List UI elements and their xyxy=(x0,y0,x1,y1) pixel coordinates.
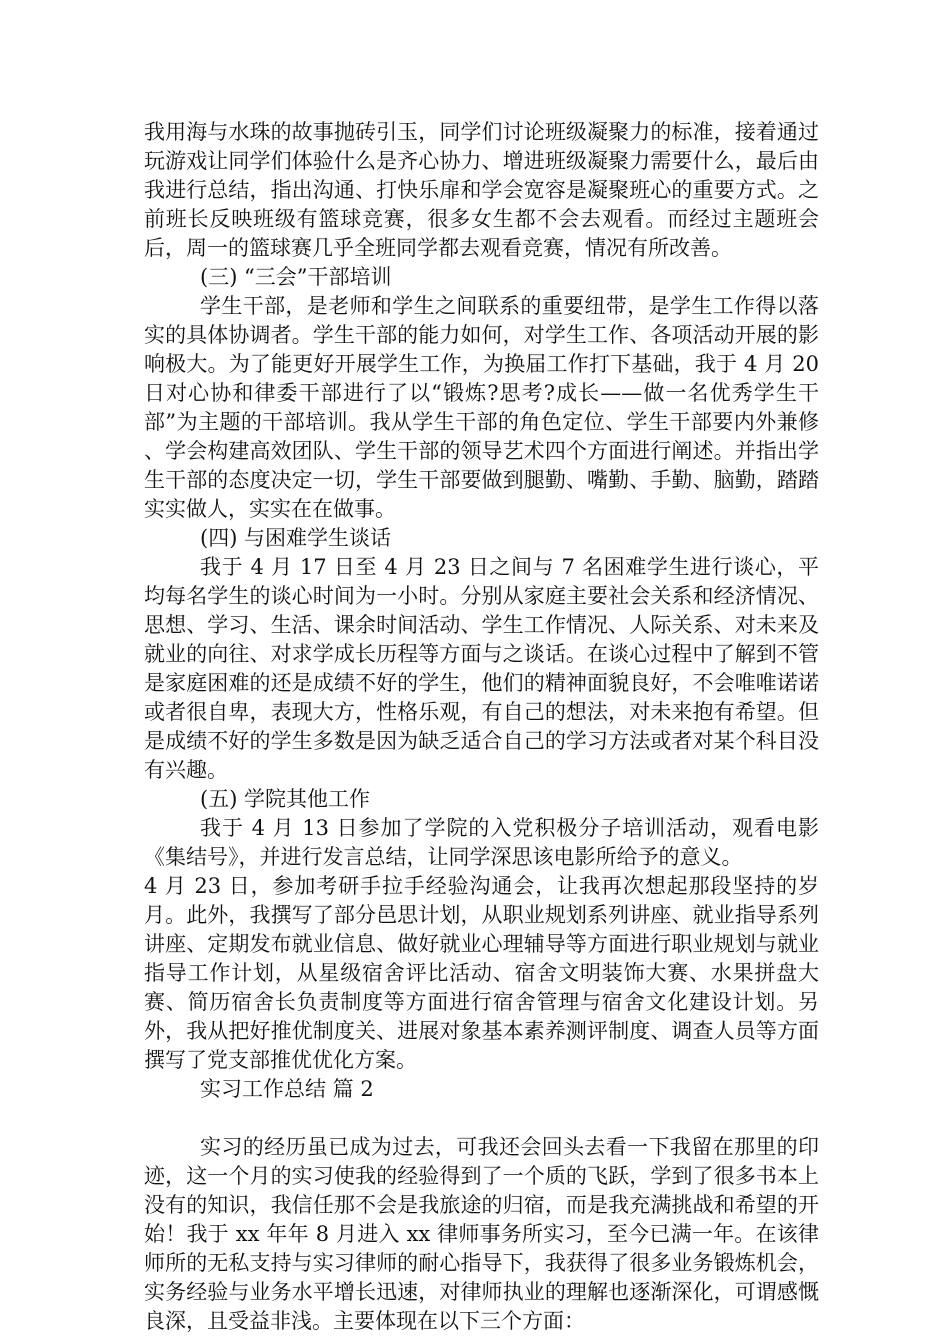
article-2-title: 实习工作总结 篇 2 xyxy=(200,1077,374,1101)
section-4-paragraph: 我于 4 月 17 日至 4 月 23 日之间与 7 名困难学生进行谈心，平均每名学生的谈心时间为一小时。分别从家庭主要社会关系和经济情况、思想、学习、生活、课余时间活动、学生工作情况、人际关系、对未来及就业的向往、对求学成长历程等方面与之谈话。在谈心过程中了解到不管是家庭困难的还是成绩不好的学生，他们的精神面貌良好，不会唯唯诺诺或者很自卑，表现大方，性格乐观，有自己的想法，对未来抱有希望。但是成绩不好的学生多数是因为缺乏适合自己的学习方法或者对某个科目没有兴趣。 xyxy=(144,555,819,782)
section-4-heading: (四) 与困难学生谈话 xyxy=(200,526,392,550)
section-5-paragraph-b: 4 月 23 日，参加考研手拉手经验沟通会，让我再次想起那段坚持的岁月。此外，我撰写了部分邑思计划，从职业规划系列讲座、就业指导系列讲座、定期发布就业信息、做好就业心理辅导等方面进行职业规划与就业指导工作计划，从星级宿舍评比活动、宿舍文明装饰大赛、水果拼盘大赛、简历宿舍长负责制度等方面进行宿舍管理与宿舍文化建设计划。另外，我从把好推优制度关、进展对象基本素养测评制度、调查人员等方面撰写了党支部推优优化方案。 xyxy=(144,874,819,1072)
document-page xyxy=(144,118,819,1336)
intro-paragraph: 我用海与水珠的故事抛砖引玉，同学们讨论班级凝聚力的标准，接着通过玩游戏让同学们体验什么是齐心协力、增进班级凝聚力需要什么，最后由我进行总结，指出沟通、打快乐扉和学会宽容是凝聚班心的重要方式。之前班长反映班级有篮球竞赛，很多女生都不会去观看。而经过主题班会后，周一的篮球赛几乎全班同学都去观看竞赛，情况有所改善。 xyxy=(144,120,819,260)
article-2-paragraph: 实习的经历虽已成为过去，可我还会回头去看一下我留在那里的印迹，这一个月的实习使我的经验得到了一个质的飞跃，学到了很多书本上没有的知识，我信任那不会是我旅途的归宿，而是我充满挑战和希望的开始！我于 xx 年年 8 月进入 xx 律师事务所实习，至今已满一年。在该律师所的无私支持与实习律师的耐心指导下，我获得了很多业务锻炼机会，实务经验与业务水平增长迅速，对律师执业的理解也逐渐深化，可谓感慨良深，且受益非浅。主要体现在以下三个方面： xyxy=(144,1135,819,1333)
section-5-heading: (五) 学院其他工作 xyxy=(200,787,371,811)
section-3-paragraph: 学生干部，是老师和学生之间联系的重要纽带，是学生工作得以落实的具体协调者。学生干部的能力如何，对学生工作、各项活动开展的影响极大。为了能更好开展学生工作，为换届工作打下基础，我于 4 月 20 日对心协和律委干部进行了以“锻炼?思考?成长——做一名优秀学生干部”为主题的干部培训。我从学生干部的角色定位、学生干部要内外兼修 、学会构建高效团队、学生干部的领导艺术四个方面进行阐述。并指出学生干部的态度决定一切，学生干部要做到腿勤、嘴勤、手勤、脑勤，踏踏实实做人，实实在在做事。 xyxy=(144,294,819,521)
section-3-heading: (三) “三会”干部培训 xyxy=(200,265,392,289)
section-5-paragraph-a: 我于 4 月 13 日参加了学院的入党积极分子培训活动，观看电影《集结号》，并进行发言总结，让同学深思该电影所给予的意义。 xyxy=(144,816,819,869)
blank-line xyxy=(144,1104,819,1133)
